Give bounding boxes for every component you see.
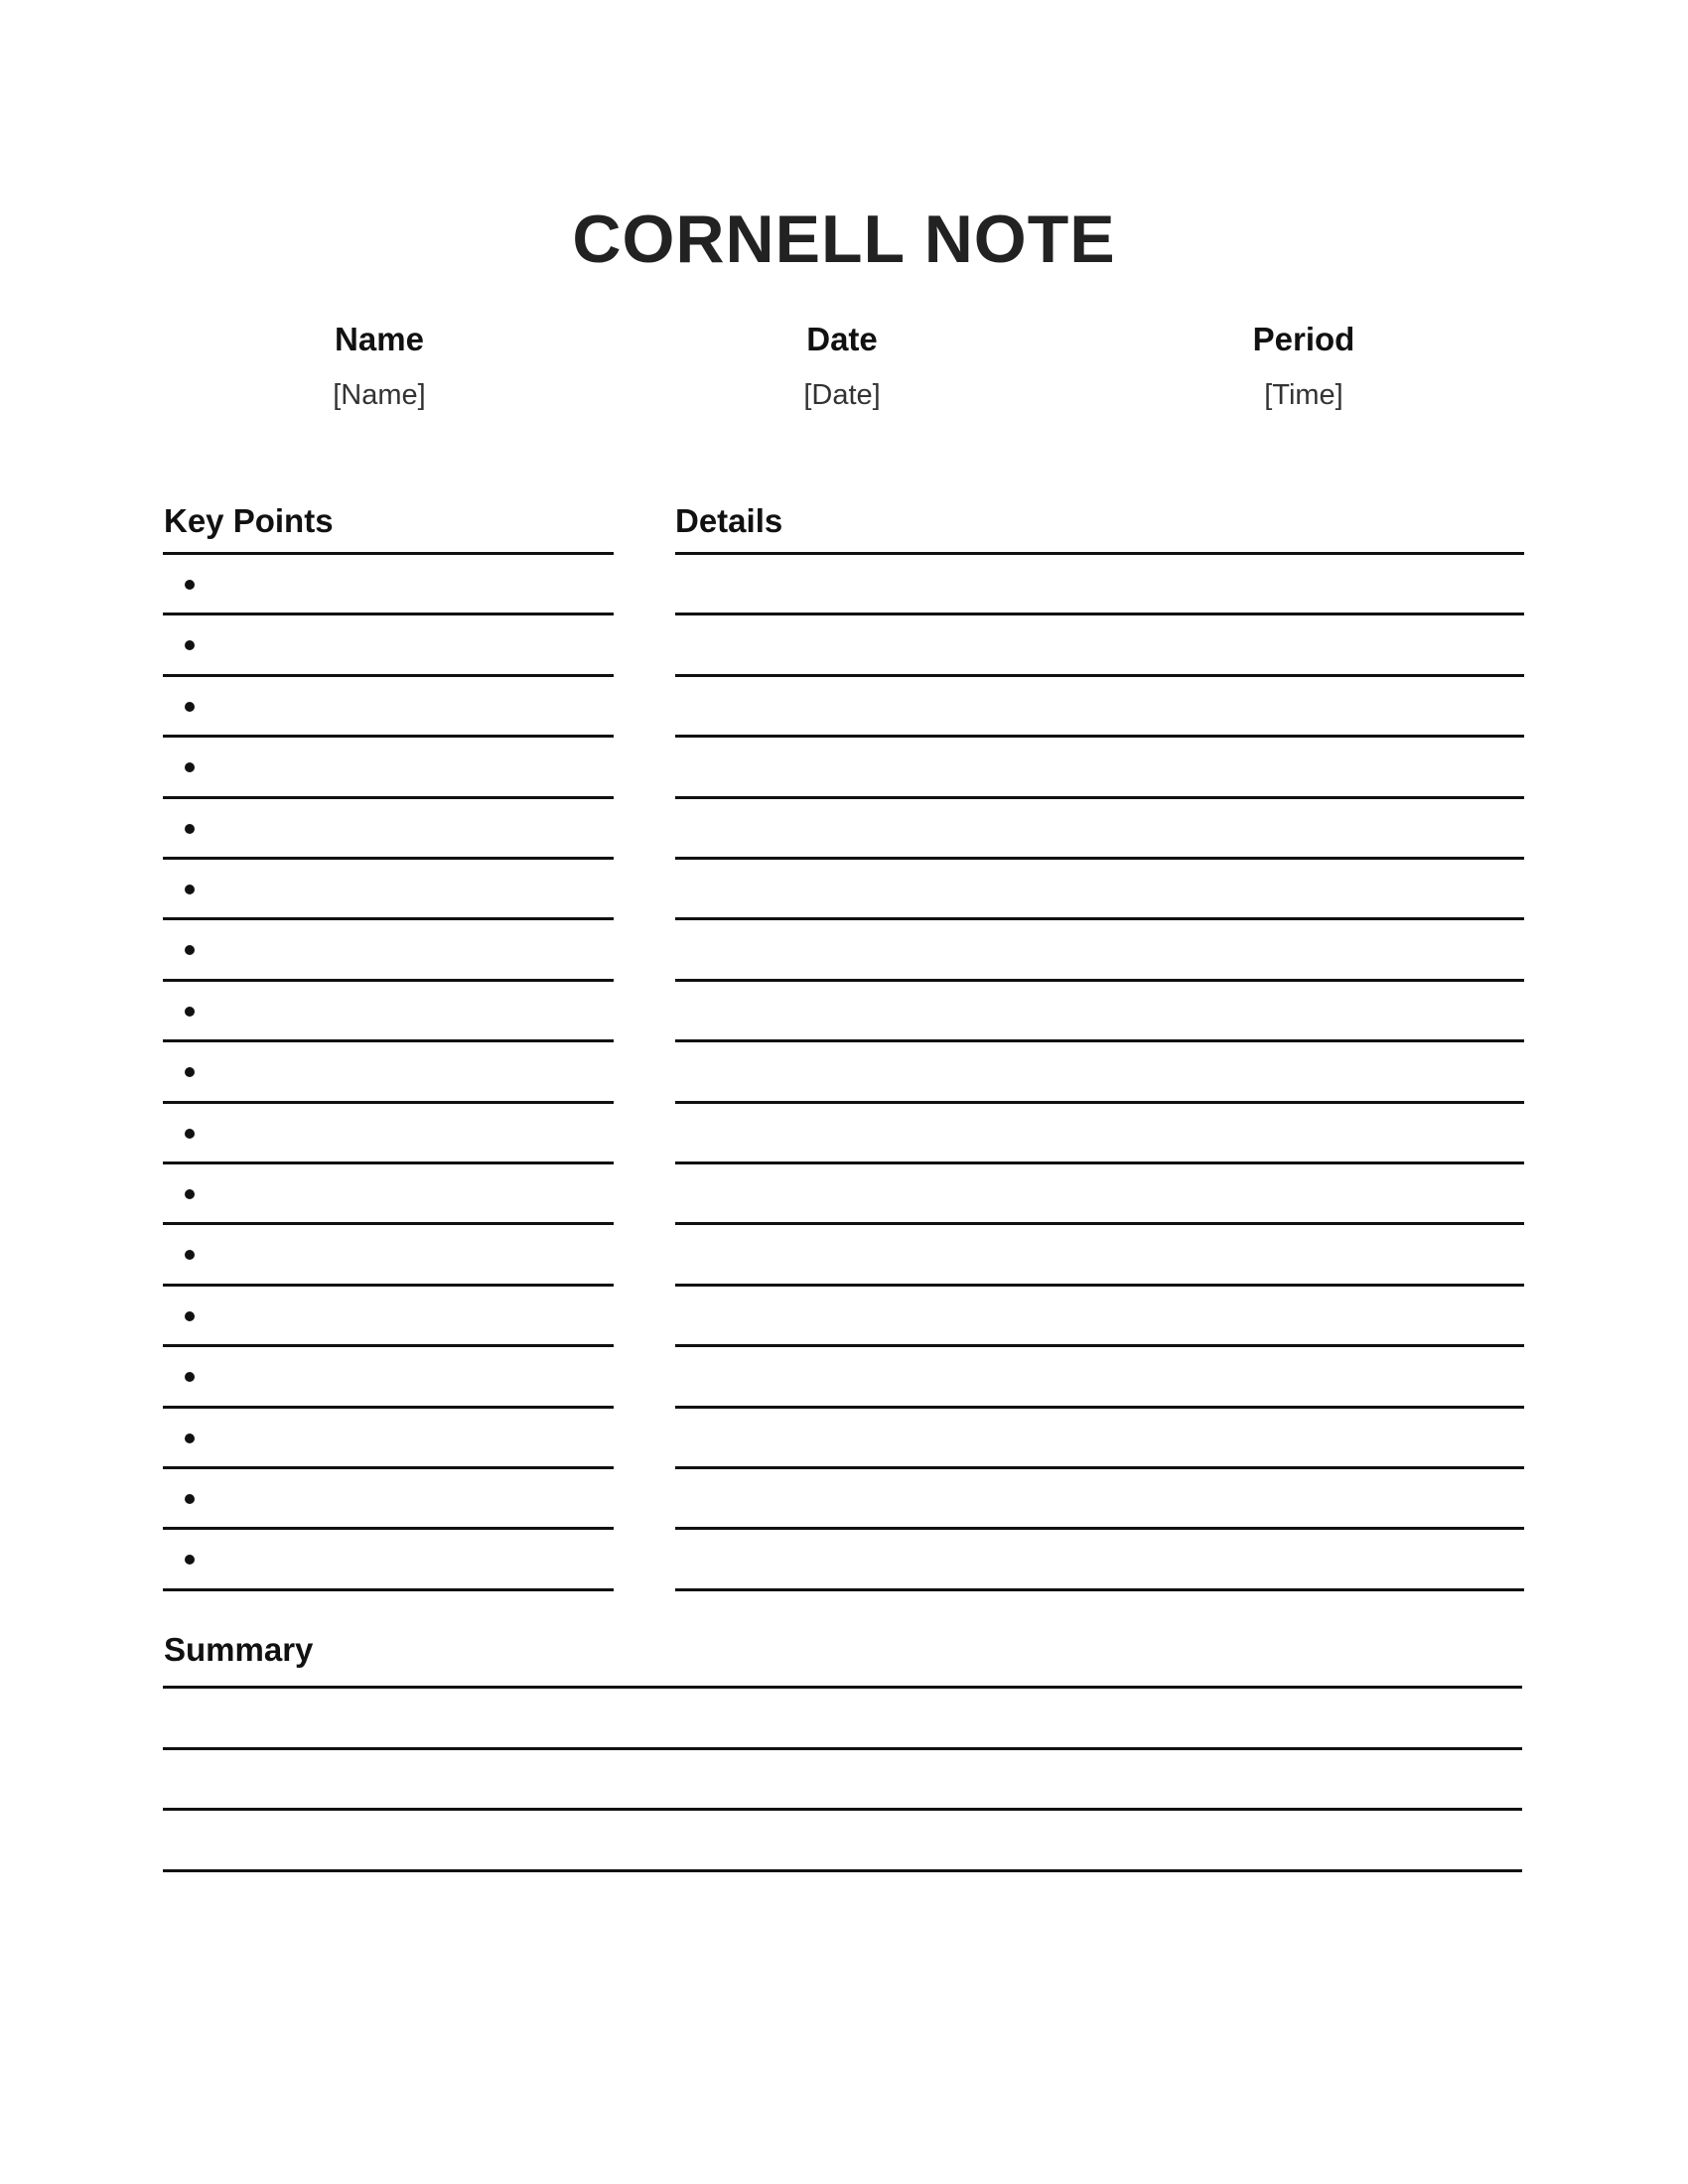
key-point-row[interactable]	[163, 1530, 614, 1587]
summary-row[interactable]	[163, 1750, 1522, 1808]
detail-row[interactable]	[675, 1287, 1524, 1344]
detail-row[interactable]	[675, 1347, 1524, 1405]
detail-row[interactable]	[675, 1042, 1524, 1100]
date-label: Date	[806, 321, 878, 357]
summary-rule	[163, 1869, 1522, 1872]
bullet-icon	[185, 580, 195, 590]
key-point-row[interactable]	[163, 1164, 614, 1222]
key-point-row[interactable]	[163, 1469, 614, 1527]
bullet-icon	[185, 1372, 195, 1382]
bullet-icon	[185, 1555, 195, 1565]
bullet-icon	[185, 1250, 195, 1260]
page-title: CORNELL NOTE	[572, 202, 1116, 277]
detail-row[interactable]	[675, 738, 1524, 795]
period-value[interactable]: [Time]	[1264, 379, 1343, 411]
key-point-rule	[163, 1588, 614, 1591]
bullet-icon	[185, 1129, 195, 1139]
detail-row[interactable]	[675, 615, 1524, 673]
key-point-row[interactable]	[163, 1287, 614, 1344]
bullet-icon	[185, 1494, 195, 1504]
key-point-row[interactable]	[163, 738, 614, 795]
bullet-icon	[185, 1189, 195, 1199]
bullet-icon	[185, 640, 195, 650]
name-value[interactable]: [Name]	[333, 379, 426, 411]
key-point-row[interactable]	[163, 1104, 614, 1161]
key-point-row[interactable]	[163, 555, 614, 613]
bullet-icon	[185, 1433, 195, 1443]
detail-row[interactable]	[675, 1164, 1524, 1222]
period-field	[1155, 318, 1453, 415]
detail-row[interactable]	[675, 982, 1524, 1039]
bullet-icon	[185, 702, 195, 712]
detail-row[interactable]	[675, 799, 1524, 857]
key-point-row[interactable]	[163, 677, 614, 735]
key-point-row[interactable]	[163, 1409, 614, 1466]
date-field	[693, 318, 991, 415]
detail-row[interactable]	[675, 1409, 1524, 1466]
key-point-row[interactable]	[163, 1042, 614, 1100]
detail-row[interactable]	[675, 1225, 1524, 1283]
key-point-row[interactable]	[163, 615, 614, 673]
bullet-icon	[185, 762, 195, 772]
name-field	[230, 318, 528, 415]
key-point-row[interactable]	[163, 982, 614, 1039]
bullet-icon	[185, 1007, 195, 1017]
summary-heading: Summary	[164, 1631, 314, 1668]
bullet-icon	[185, 885, 195, 894]
period-label: Period	[1252, 321, 1355, 357]
detail-row[interactable]	[675, 677, 1524, 735]
detail-row[interactable]	[675, 1469, 1524, 1527]
detail-row[interactable]	[675, 1104, 1524, 1161]
detail-row[interactable]	[675, 860, 1524, 917]
bullet-icon	[185, 945, 195, 955]
detail-row[interactable]	[675, 920, 1524, 978]
date-value[interactable]: [Date]	[803, 379, 881, 411]
detail-row[interactable]	[675, 1530, 1524, 1587]
details-heading: Details	[675, 502, 783, 539]
summary-row[interactable]	[163, 1689, 1522, 1746]
key-point-row[interactable]	[163, 920, 614, 978]
key-point-row[interactable]	[163, 1225, 614, 1283]
key-point-row[interactable]	[163, 799, 614, 857]
detail-rule	[675, 1588, 1524, 1591]
key-point-row[interactable]	[163, 860, 614, 917]
key-points-heading: Key Points	[164, 502, 334, 539]
bullet-icon	[185, 1067, 195, 1077]
summary-row[interactable]	[163, 1811, 1522, 1868]
detail-row[interactable]	[675, 555, 1524, 613]
bullet-icon	[185, 1311, 195, 1321]
name-label: Name	[335, 321, 424, 357]
key-point-row[interactable]	[163, 1347, 614, 1405]
bullet-icon	[185, 824, 195, 834]
